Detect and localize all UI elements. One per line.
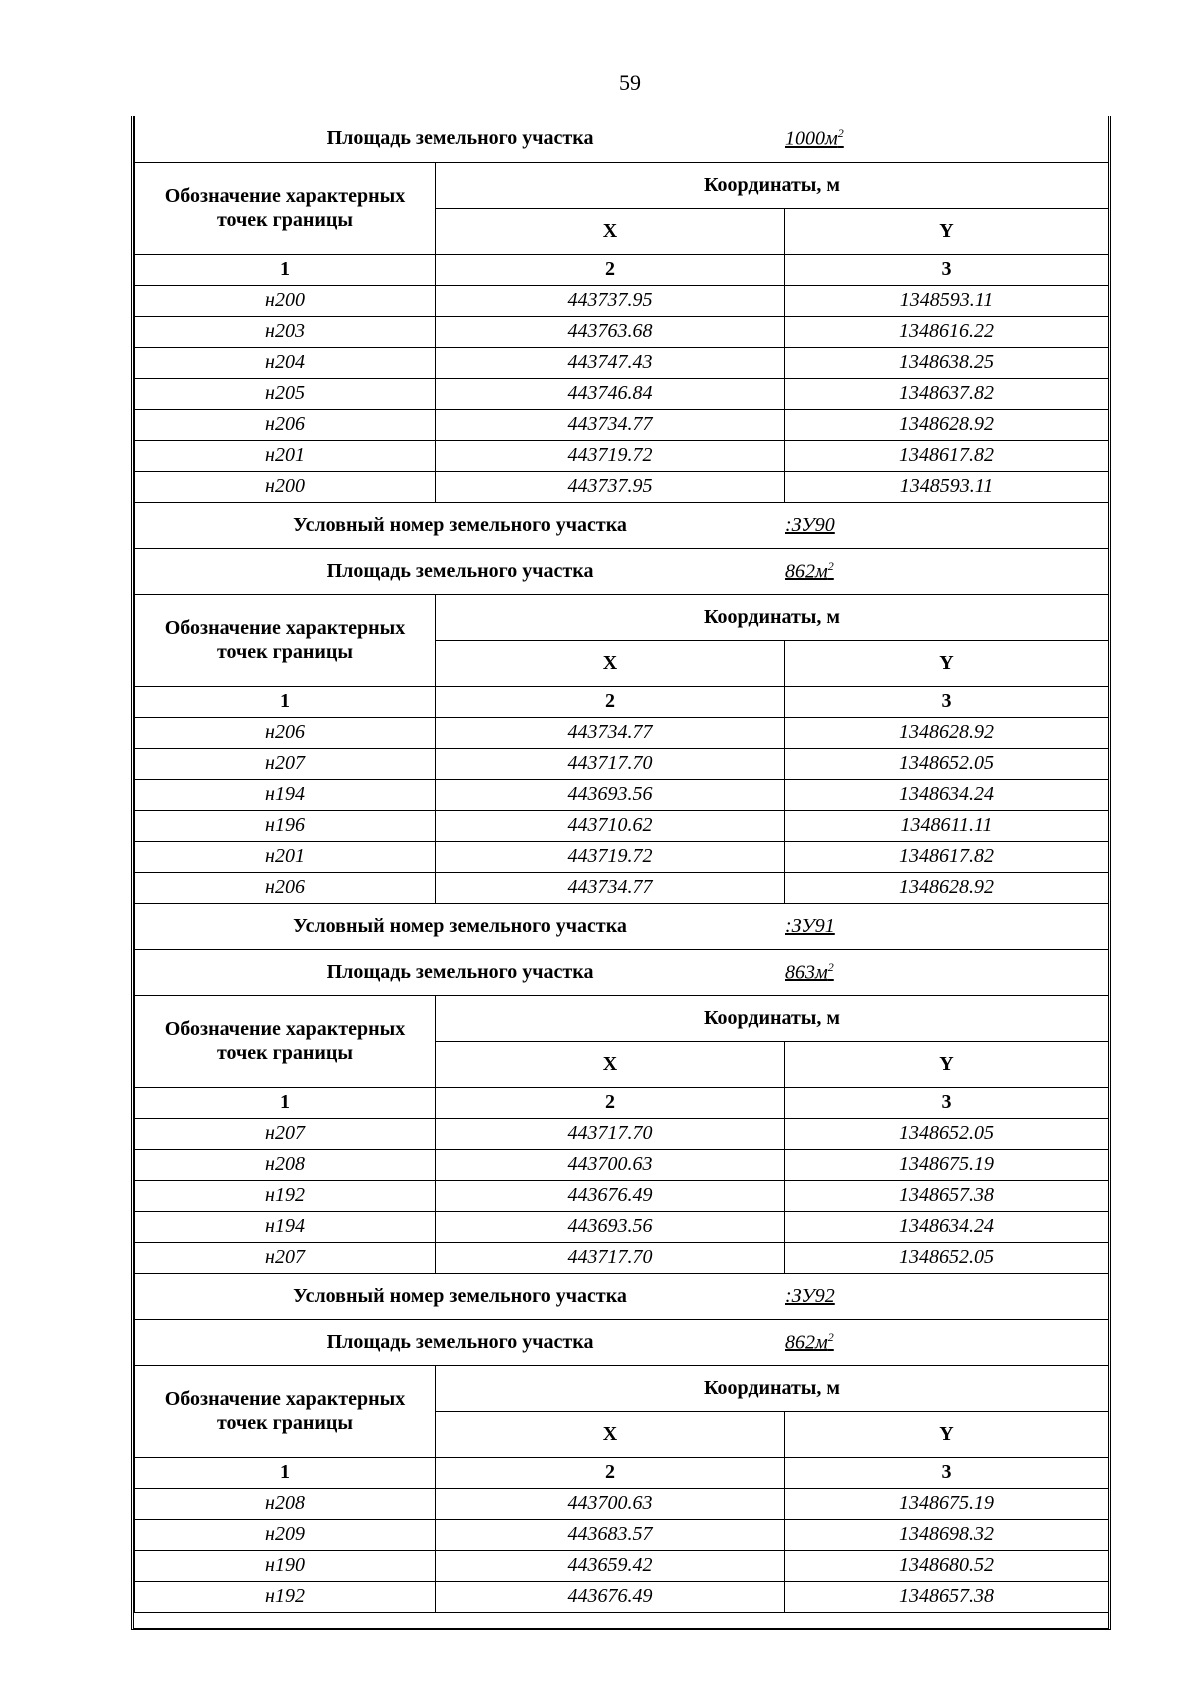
parcel-area-label: Площадь земельного участка [326,559,594,582]
cadastral-number-label: Условный номер земельного участка [293,513,627,536]
cadastral-number-cell [135,903,1109,949]
cadastral-number-row [135,502,1109,548]
y-coordinate-cell: 1348593.11 [785,285,1109,316]
table-row [135,285,1109,316]
x-coordinate-cell: 443693.56 [436,779,785,810]
column-number-3: 3 [785,1087,1109,1118]
table-row [135,1550,1109,1581]
point-name-cell: н192 [135,1180,436,1211]
cadastral-number-line [135,1285,1108,1308]
y-coordinate-cell: 1348657.38 [785,1581,1109,1612]
x-coordinate-cell: 443717.70 [436,1118,785,1149]
column-number-1: 1 [135,1087,436,1118]
point-name-cell: н207 [135,748,436,779]
parcel-area-label: Площадь земельного участка [326,960,594,983]
x-coordinate-cell: 443683.57 [436,1519,785,1550]
table-row [135,347,1109,378]
coordinates-header-row [135,594,1109,640]
y-coordinate-cell: 1348628.92 [785,872,1109,903]
table-row [135,1180,1109,1211]
parcel-area-number: 1000 [785,128,825,151]
x-coordinate-cell: 443747.43 [436,347,785,378]
parcel-area-line [135,1330,1108,1355]
column-number-2: 2 [436,1457,785,1488]
x-coordinate-cell: 443700.63 [436,1149,785,1180]
y-coordinate-cell: 1348637.82 [785,378,1109,409]
point-designation-header: Обозначение характерных точек границы [135,162,436,254]
y-header: Y [785,208,1109,254]
parcel-area-number: 863 [785,961,815,984]
y-coordinate-cell: 1348698.32 [785,1519,1109,1550]
y-coordinate-cell: 1348675.19 [785,1488,1109,1519]
parcel-area-number: 862 [785,1331,815,1354]
coordinates-header: Координаты, м [436,1365,1109,1411]
y-coordinate-cell: 1348638.25 [785,347,1109,378]
point-name-cell: н200 [135,285,436,316]
column-number-row [135,254,1109,285]
y-coordinate-cell: 1348652.05 [785,1242,1109,1273]
cadastral-number-value: :ЗУ92 [785,1284,835,1307]
coordinates-header-row [135,1365,1109,1411]
table-row [135,1519,1109,1550]
table-row [135,748,1109,779]
column-number-row [135,686,1109,717]
parcel-area-cell [135,1319,1109,1365]
y-coordinate-cell: 1348628.92 [785,717,1109,748]
x-coordinate-cell: 443717.70 [436,1242,785,1273]
column-number-2: 2 [436,1087,785,1118]
y-coordinate-cell: 1348617.82 [785,440,1109,471]
parcel-area-cell [135,116,1109,162]
table-row [135,316,1109,347]
parcel-area-line [135,960,1108,985]
y-coordinate-cell: 1348652.05 [785,1118,1109,1149]
column-number-3: 3 [785,254,1109,285]
y-coordinate-cell: 1348611.11 [785,810,1109,841]
parcel-area-unit-power: 2 [827,558,834,573]
cadastral-number-row [135,1273,1109,1319]
y-coordinate-cell: 1348593.11 [785,471,1109,502]
point-name-cell: н200 [135,471,436,502]
parcel-area-unit: м [815,560,828,583]
column-number-1: 1 [135,686,436,717]
column-number-1: 1 [135,254,436,285]
x-coordinate-cell: 443734.77 [436,717,785,748]
x-coordinate-cell: 443693.56 [436,1211,785,1242]
point-name-cell: н196 [135,810,436,841]
column-number-row [135,1457,1109,1488]
parcel-area-row [135,548,1109,594]
parcel-area-label: Площадь земельного участка [326,127,594,150]
x-coordinate-cell: 443676.49 [436,1180,785,1211]
cadastral-number-line [135,915,1108,938]
y-coordinate-cell: 1348675.19 [785,1149,1109,1180]
parcel-area-row [135,116,1109,162]
parcel-area-cell [135,949,1109,995]
table-row [135,1149,1109,1180]
y-coordinate-cell: 1348617.82 [785,841,1109,872]
coordinates-table [134,116,1109,1613]
cadastral-number-label: Условный номер земельного участка [293,1284,627,1307]
table-row [135,779,1109,810]
column-number-2: 2 [436,686,785,717]
y-coordinate-cell: 1348634.24 [785,779,1109,810]
x-coordinate-cell: 443710.62 [436,810,785,841]
page-number: 59 [619,70,641,95]
point-designation-header: Обозначение характерных точек границы [135,995,436,1087]
parcel-area-value [785,960,834,985]
x-coordinate-cell: 443700.63 [436,1488,785,1519]
point-name-cell: н194 [135,1211,436,1242]
point-name-cell: н208 [135,1149,436,1180]
y-coordinate-cell: 1348652.05 [785,748,1109,779]
point-name-cell: н201 [135,841,436,872]
table-row [135,409,1109,440]
parcel-area-line [135,559,1108,584]
parcel-area-row [135,1319,1109,1365]
point-name-cell: н207 [135,1118,436,1149]
parcel-area-number: 862 [785,560,815,583]
point-name-cell: н192 [135,1581,436,1612]
x-coordinate-cell: 443659.42 [436,1550,785,1581]
parcel-area-unit-power: 2 [837,126,844,141]
x-coordinate-cell: 443737.95 [436,285,785,316]
table-row [135,841,1109,872]
x-header: X [436,640,785,686]
y-coordinate-cell: 1348657.38 [785,1180,1109,1211]
coordinates-header: Координаты, м [436,995,1109,1041]
column-number-1: 1 [135,1457,436,1488]
point-name-cell: н206 [135,717,436,748]
point-name-cell: н209 [135,1519,436,1550]
x-header: X [436,208,785,254]
table-row [135,440,1109,471]
parcel-area-label: Площадь земельного участка [326,1330,594,1353]
cadastral-number-row [135,903,1109,949]
point-name-cell: н207 [135,1242,436,1273]
parcel-area-row [135,949,1109,995]
column-number-3: 3 [785,686,1109,717]
parcel-area-unit: м [815,961,828,984]
point-name-cell: н204 [135,347,436,378]
parcel-area-value [785,1330,834,1355]
x-coordinate-cell: 443763.68 [436,316,785,347]
table-row [135,378,1109,409]
parcel-area-unit: м [825,128,838,151]
cadastral-number-cell [135,1273,1109,1319]
y-coordinate-cell: 1348680.52 [785,1550,1109,1581]
parcel-area-unit-power: 2 [827,959,834,974]
table-row [135,471,1109,502]
x-coordinate-cell: 443746.84 [436,378,785,409]
cadastral-number-cell [135,502,1109,548]
x-coordinate-cell: 443717.70 [436,748,785,779]
cadastral-number-value: :ЗУ91 [785,914,835,937]
y-header: Y [785,640,1109,686]
coordinates-table-body [135,116,1109,1612]
y-coordinate-cell: 1348634.24 [785,1211,1109,1242]
point-designation-header: Обозначение характерных точек границы [135,594,436,686]
column-number-2: 2 [436,254,785,285]
point-name-cell: н208 [135,1488,436,1519]
x-coordinate-cell: 443734.77 [436,409,785,440]
parcel-area-unit-power: 2 [827,1329,834,1344]
parcel-area-value [785,126,844,151]
point-name-cell: н190 [135,1550,436,1581]
point-name-cell: н201 [135,440,436,471]
y-coordinate-cell: 1348616.22 [785,316,1109,347]
x-header: X [436,1411,785,1457]
parcel-area-unit: м [815,1331,828,1354]
coordinates-header-row [135,162,1109,208]
parcel-area-line [135,126,1108,151]
x-coordinate-cell: 443737.95 [436,471,785,502]
cadastral-number-line [135,514,1108,537]
table-row [135,1211,1109,1242]
table-row [135,1242,1109,1273]
coordinates-header: Координаты, м [436,594,1109,640]
point-name-cell: н203 [135,316,436,347]
x-coordinate-cell: 443734.77 [436,872,785,903]
column-number-3: 3 [785,1457,1109,1488]
point-designation-header: Обозначение характерных точек границы [135,1365,436,1457]
y-header: Y [785,1411,1109,1457]
y-coordinate-cell: 1348628.92 [785,409,1109,440]
point-name-cell: н206 [135,409,436,440]
y-header: Y [785,1041,1109,1087]
point-name-cell: н205 [135,378,436,409]
table-row [135,810,1109,841]
table-row [135,872,1109,903]
column-number-row [135,1087,1109,1118]
table-row [135,1118,1109,1149]
parcel-area-cell [135,548,1109,594]
x-header: X [436,1041,785,1087]
cadastral-number-label: Условный номер земельного участка [293,914,627,937]
table-row [135,1581,1109,1612]
x-coordinate-cell: 443676.49 [436,1581,785,1612]
coordinates-header-row [135,995,1109,1041]
coordinates-header: Координаты, м [436,162,1109,208]
table-row [135,717,1109,748]
parcel-area-value [785,559,834,584]
point-name-cell: н194 [135,779,436,810]
table-row [135,1488,1109,1519]
cadastral-number-value: :ЗУ90 [785,513,835,536]
x-coordinate-cell: 443719.72 [436,841,785,872]
x-coordinate-cell: 443719.72 [436,440,785,471]
point-name-cell: н206 [135,872,436,903]
